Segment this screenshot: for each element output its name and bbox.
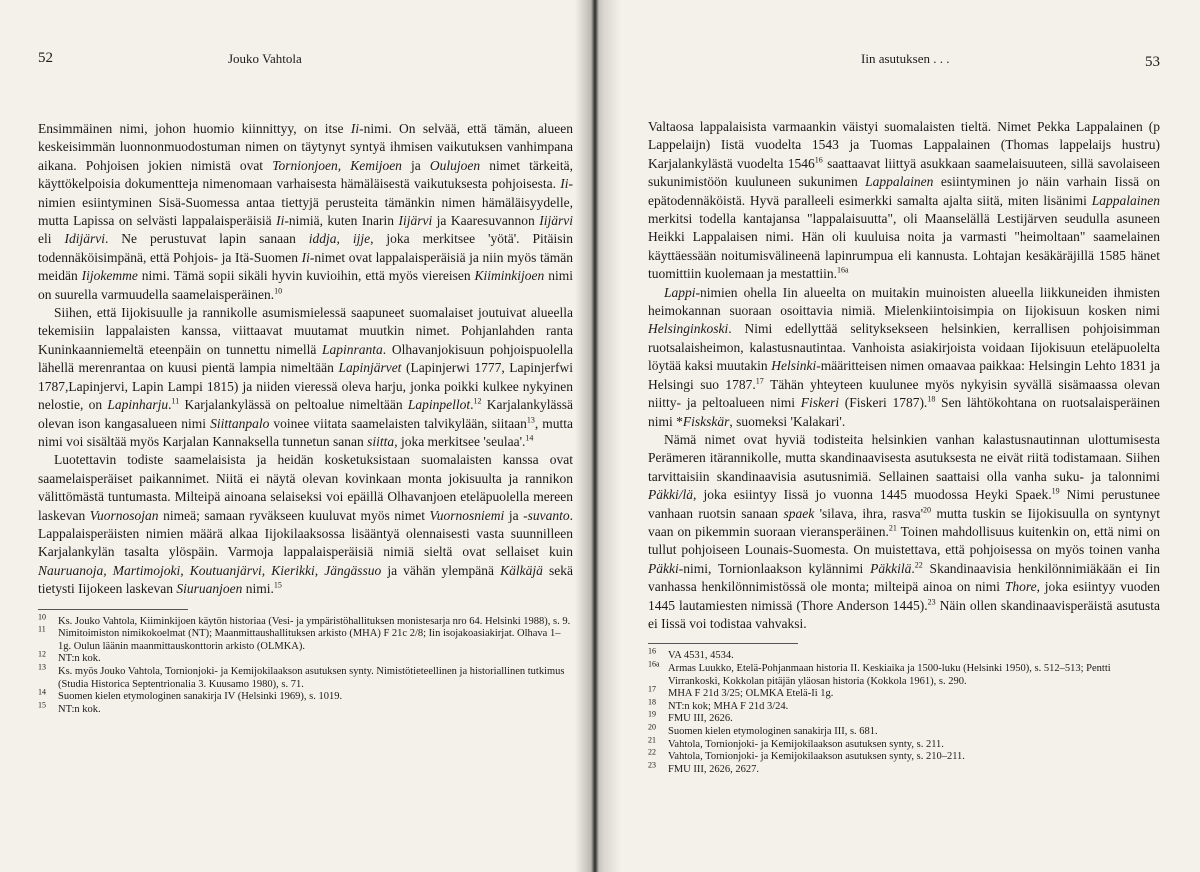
italic-name: Vuornosojan bbox=[89, 507, 159, 523]
italic-name: Tornionjoen, Kemijoen bbox=[272, 157, 402, 173]
italic-name: siitta bbox=[367, 433, 395, 449]
italic-name: Idijärvi bbox=[64, 231, 105, 247]
italic-name: Kälkäjä bbox=[500, 562, 543, 578]
italic-name: Lapinharju bbox=[107, 397, 169, 413]
italic-name: Päkkilä bbox=[870, 560, 912, 576]
italic-name: Helsinginkoski bbox=[648, 321, 729, 337]
italic-name: -suvanto bbox=[523, 507, 570, 523]
footnote-text: VA 4531, 4534. bbox=[668, 650, 734, 662]
italic-name: Lapinranta bbox=[322, 341, 383, 357]
italic-name: iddja, ijje bbox=[308, 231, 371, 247]
footnote-text: Vahtola, Tornionjoki- ja Kemijokilaakson asutuksen synty, s. 210–211. bbox=[668, 751, 965, 763]
italic-name: Päkki bbox=[648, 560, 679, 576]
body-paragraph: Lappi-nimien ohella Iin alueelta on muitakin muinoisten alueella liikkuneiden ihmisten heimokannan suoraan osoittavia nimiä. Mielenkiintoisimpia on Iijokisuun kosken nimi Helsinginkoski. Nimi edellyttää selityksekseen helsinkien, kerrallisen pohjoisimman ruotsalaisheimon, kalastusnautintaa. Vanhoista asiakirjoista voidaan Iijokisuun eteläpuolelta löytää kaksi muutakin Helsinki-määritteisen nimen omaavaa paikkaa: Helsingin Lehto 1831 ja Helsingi suo 1787.17 Tähän yhteyteen kuulunee myös nykyisin syvällä sisämaassa olevan niitty- ja peltoalueen nimi Fiskeri (Fiskeri 1787).$^{18}$ Sen lähtökohtana on ruotsalaisperäinen nimi *Fiskskär, suomeksi 'Kalakari'. bbox=[648, 284, 1160, 429]
footnote-ref: 12 bbox=[473, 396, 482, 406]
footnote bbox=[38, 700, 573, 717]
footnote-number: 14 bbox=[38, 687, 46, 697]
running-head-title: Iin asutuksen . . . bbox=[861, 51, 950, 66]
footnote-number: 19 bbox=[648, 709, 656, 719]
footnote bbox=[38, 649, 573, 666]
footnote-ref: 15 bbox=[273, 580, 282, 590]
footnote-number: 16 bbox=[648, 646, 656, 656]
footnote-number: 17 bbox=[648, 684, 656, 694]
italic-name: Siuruanjoen bbox=[176, 581, 243, 597]
footnote-text: MHA F 21d 3/25; OLMKA Etelä-Ii 1g. bbox=[668, 688, 834, 700]
footnote-ref: 19 bbox=[1051, 486, 1060, 496]
footnote bbox=[38, 612, 573, 629]
footnote-ref: 14 bbox=[525, 433, 534, 443]
footnote-text: Vahtola, Tornionjoki- ja Kemijokilaakson asutuksen synty, s. 211. bbox=[668, 738, 944, 750]
footnote-number: 11 bbox=[38, 624, 46, 634]
italic-name: Kiiminkijoen bbox=[474, 268, 545, 284]
footnote-ref: 16a bbox=[836, 265, 849, 275]
footnote-rule bbox=[648, 643, 798, 644]
italic-name: Nauruanoja, Martimojoki, Koutuanjärvi, Kierikki, Jängässuo bbox=[38, 562, 382, 578]
footnote bbox=[38, 687, 573, 704]
italic-name: Iijärvi bbox=[539, 213, 573, 229]
footnote-text: Ks. Jouko Vahtola, Kiiminkijoen käytön historiaa (Vesi- ja ympäristöhallituksen monistesarja nro 64. Helsinki 1988), s. 9. bbox=[58, 615, 571, 627]
footnote-number: 20 bbox=[648, 722, 656, 732]
footnote-text: NT:n kok; MHA F 21d 3/24. bbox=[668, 700, 789, 712]
footnote-text: NT:n kok. bbox=[58, 703, 101, 715]
italic-name: Ii bbox=[276, 213, 285, 229]
footnote-ref: 16 bbox=[814, 155, 823, 165]
footnote-text: Nimitoimiston nimikokoelmat (NT); Maanmittaushallituksen arkisto (MHA) F 21c 2/8; Iin isojakoasiakirjat. Olhava 1–1g. Oulun läänin maanmittauskonttorin arkisto (OLMKA). bbox=[58, 628, 561, 652]
body-paragraph: Luotettavin todiste saamelaisista ja heidän kosketuksistaan suomalaisten kanssa ovat saamelaisperäiset paikannimet. Niitä ei näytä olevan kovinkaan monta jokisuulta ja rannikon välittömästä tuntumasta. Milteipä ainoana selaiseksi voi epäillä Olhavanjoen eteläpuolella mereen laskevan Vuornosojan nimeä; samaan ryväkseen kuuluvat myös nimet Vuornosniemi ja -suvanto. Lappalaisperäisten nimien määrä alkaa Iijokilaaksossa lisääntyä olennaisesti vasta suunnilleen Karjalankylän tasalta ylöspäin. Varmoja lappalaisperäisiä nimiä sieltä ovat sellaiset kuin Nauruanoja, Martimojoki, Koutuanjärvi, Kierikki, Jängässuo ja vähän ylempänä Kälkäjä sekä tietysti Iijokeen laskevan Siuruanjoen nimi.$^{15}$ bbox=[38, 452, 574, 597]
italic-name: Lappalainen bbox=[865, 174, 934, 190]
italic-name: Päkki/lä bbox=[648, 487, 693, 503]
footnote-text: Suomen kielen etymologinen sanakirja IV (Helsinki 1969), s. 1019. bbox=[58, 691, 343, 703]
footnote bbox=[648, 735, 1160, 752]
footnote-ref: 23 bbox=[927, 597, 936, 607]
footnote-ref: 20 bbox=[923, 505, 932, 515]
footnote bbox=[648, 659, 1160, 688]
footnote bbox=[648, 684, 1160, 701]
footnote-ref: 17 bbox=[755, 376, 764, 386]
footnote-ref: 13 bbox=[526, 415, 535, 424]
footnote-ref: 11 bbox=[171, 396, 180, 406]
italic-name: Fiskskär bbox=[682, 413, 730, 429]
page-number: 53 bbox=[1145, 54, 1160, 70]
italic-name: Lapinjärvet bbox=[338, 360, 402, 376]
footnote-text: FMU III, 2626. bbox=[668, 713, 733, 725]
footnote bbox=[648, 722, 1160, 739]
footnote-number: 18 bbox=[648, 697, 656, 707]
footnote-ref: 18 bbox=[927, 394, 936, 404]
footnote-text: Suomen kielen etymologinen sanakirja III, s. 681. bbox=[668, 725, 878, 737]
footnote-number: 23 bbox=[648, 760, 656, 770]
italic-name: spaek bbox=[783, 505, 815, 521]
italic-name: Vuornosniemi bbox=[429, 507, 505, 523]
right-page bbox=[603, 0, 1200, 872]
footnote-rule bbox=[38, 609, 188, 610]
body-paragraph: Nämä nimet ovat hyviä todisteita helsinkien vanhan kalastusnautinnan ulottumisesta Perämeren itärannikolle, mutta skandinaavisesta asutuksesta ne eivät riitä todistamaan. Siihen tarvittaisiin skandinaavisia asutusnimiä. Sellainen saattaisi olla vanha suku- ja talonnimi Päkki/lä, joka esiintyy Iissä jo vuonna 1445 muodossa Heyki Spaek.$^{19}$ Nimi perustunee vanhaan ruotsin sanaan spaek 'silava, ihra, $rasva'^{20}$ mutta tuskin se Iijokisuulla on syntynyt vaan on pikemmin suoraan vieransperäinen.$^{21}$ Toinen mahdollisuus kuitenkin on, että nimi on tullut pohjoiseen Lounais-Suomesta. On muistettava, että pohjoisessa on myös toinen vanha Päkki-nimi, Tornionlaakson kylännimi Päkkilä.$^{22}$ Skandinaavisia henkilönnimiäkään ei Iin vanhassa henkilönnimistössä ole monta; milteipä ainoa on nimi Thore, joka esiintyy vuoden 1445 lautamiesten nimissä (Thore Anderson 1445).$^{23}$ Näin ollen skandinaavisperäistä asutusta ei Iissä voi todistaa vahvaksi. bbox=[648, 431, 1161, 631]
footnote bbox=[648, 697, 1160, 714]
italic-name: Ii bbox=[350, 121, 360, 136]
italic-name: Fiskeri bbox=[800, 395, 839, 411]
right-running-header bbox=[648, 50, 1160, 70]
italic-name: Iijärvi bbox=[398, 213, 433, 229]
footnote-ref: 21 bbox=[888, 523, 897, 533]
body-paragraph: Ensimmäinen nimi, johon huomio kiinnittyy, on itse Ii-nimi. On selvää, että tämän, alueen keskeisimmän luonnonmuodostuman nimen on täytynyt syntyä ihmisen vaikutuksen vanhimpana aikana. Pohjoisen jokien nimistä ovat Tornionjoen, Kemijoen ja Oulujoen nimet tärkeitä, käyttökelpoisia dokumentteja nimenomaan varhaisesta hämäläisestä vaikutuksesta pohjoisesta. Ii-nimien esiintyminen Sisä-Suomessa antaa tiettyjä perusteita tämänkin nimen hämäläisyydelle, mutta Lapissa on selvästi lappalaisperäisiä Ii-nimiä, kuten Inarin Iijärvi ja Kaaresuvannon Iijärvi eli Idijärvi. Ne perustuvat lapin sanaan iddja, ijje, joka merkitsee 'yötä'. Pitäisin todennäköisimpänä, että Pohjois- ja Itä-Suomen Ii-nimet ovat lappalaisperäisiä ja niin myös tämän meidän Iijokemme nimi. Tämä sopii sikäli hyvin kuvioihin, että myös viereisen Kiiminkijoen nimi on suurella varmuudella saamelaisperäinen.$^{10}$ bbox=[38, 121, 573, 302]
italic-name: Lappalainen bbox=[1091, 192, 1160, 208]
left-page bbox=[0, 0, 597, 872]
italic-name: Siittanpalo bbox=[210, 415, 270, 431]
left-body-text bbox=[38, 120, 573, 599]
footnote bbox=[648, 646, 1160, 663]
footnote-text: Armas Luukko, Etelä-Pohjanmaan historia II. Keskiaika ja 1500-luku (Helsinki 1950), s. 512–513; Pentti Virrankoski, Kokkolan pitäjän yläosan historia (Kokkola 1961), s. 290. bbox=[668, 662, 1111, 687]
footnote-text: NT:n kok. bbox=[58, 653, 101, 665]
italic-name: Oulujoen bbox=[429, 157, 481, 173]
footnote-text: Ks. myös Jouko Vahtola, Tornionjoki- ja Kemijokilaakson asutuksen synty. Nimistötieteellinen ja historiallinen tutkimus (Studia Historica Septentrionalia 3. Kuusamo 1980), s. 71. bbox=[58, 665, 565, 690]
footnote-number: 22 bbox=[648, 747, 656, 757]
footnote-number: 21 bbox=[648, 735, 656, 745]
right-body-text bbox=[648, 118, 1160, 633]
footnote-number: 10 bbox=[38, 612, 46, 622]
page-number: 52 bbox=[38, 50, 53, 66]
footnote-ref: 10 bbox=[274, 286, 283, 296]
footnote-ref: 22 bbox=[914, 560, 923, 570]
italic-name: Lapinpellot bbox=[407, 397, 471, 413]
left-running-header bbox=[38, 50, 573, 70]
footnote-text: FMU III, 2626, 2627. bbox=[668, 763, 759, 775]
left-footnotes bbox=[38, 612, 573, 717]
footnote bbox=[38, 662, 573, 691]
footnote bbox=[38, 624, 573, 653]
italic-name: Ii bbox=[560, 176, 569, 192]
footnote bbox=[648, 760, 1160, 777]
italic-name: Thore bbox=[1004, 579, 1037, 595]
running-head-author: Jouko Vahtola bbox=[228, 51, 302, 66]
footnote-number: 12 bbox=[38, 649, 46, 659]
footnote-number: 16a bbox=[648, 659, 660, 669]
footnote-number: 15 bbox=[38, 700, 46, 710]
footnote-number: 13 bbox=[38, 662, 46, 672]
italic-name: Iijokemme bbox=[81, 268, 138, 284]
right-footnotes bbox=[648, 646, 1160, 776]
body-paragraph: Valtaosa lappalaisista varmaankin väistyi suomalaisten tieltä. Nimet Pekka Lappalainen (p Lappelaijn) Iistä vuodelta 1543 ja Tuomas Lappalainen (Thomas lappelaijs hustru) Karjalankylästä vuodelta 1546$^{16}$ saattaavat liittyä asukkaan saamelaisuuteen, sillä savolaiseen sukunimistöön kuuluneen sukunimen Lappalainen esiintyminen jo näin varhain Iissä on epätodennäköistä. Hyvä paralleeli esimerkki samalta ajalta siitä, miten lisänimi Lappalainen merkitsi todella kantajansa "lappalaisuutta", oli Maanselällä Lestijärven seudulla asuneen Heikki Lappalaisen nimi. Hän oli kuuluisa noita ja varmasti "heimoltaan" saamelainen käyttäessään noitumisvälineenä lapinrumpua eli kannusta. Lohtajan kesäkäräjillä 1585 hänet tuomittiin kuolemaan ja mestattiin.$^{16a}$ bbox=[648, 119, 1160, 282]
footnote bbox=[648, 709, 1160, 726]
italic-name: Ii bbox=[301, 249, 310, 265]
footnote bbox=[648, 747, 1160, 764]
body-paragraph: Siihen, että Iijokisuulle ja rannikolle asumismielessä saapuneet suomalaiset joutuivat alueella tekemisiin lappalaisten kanssa, viittaavat muutamat muutkin nimet. Pohjanlahden ranta Kuninkaanniemeltä eteenpäin on tunnettu nimellä Lapinranta. Olhavanjokisuun pohjoispuolella lähellä merenrantaa on kuusi pientä lampia nimeltään Lapinjärvet (Lapinjerwi 1777, Lapinjerfwi 1787,Lapinjervi, Lapin Lampi 1815) ja niiden vieressä oleva harju, jonka poikki kulkee nykyinen nelostie, on Lapinharju.$^{11}$ Karjalankylässä on peltoalue nimeltään Lapinpellot.$^{12}$ Karjalankylässä olevan ison kangasalueen nimi Siittanpalo voinee viitata saamelaisten talvikylään, siitaan$^{13}$, mutta nimi voi sisältää myös Karjalan Kannaksella tunnetun sanan siitta, joka merkitsee 'seulaa'.$^{14}$ bbox=[38, 305, 573, 449]
italic-name: Helsinki bbox=[771, 358, 817, 374]
italic-name: Lappi bbox=[664, 284, 696, 300]
